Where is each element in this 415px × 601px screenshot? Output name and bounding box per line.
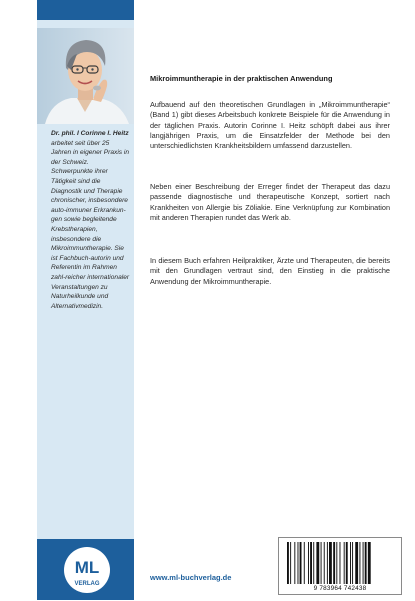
barcode-bar — [304, 542, 305, 584]
barcode-bar — [350, 542, 351, 584]
barcode-bar — [321, 542, 322, 584]
barcode-bar — [355, 542, 358, 584]
top-color-band — [37, 0, 134, 20]
description-paragraph-2: Neben einer Beschreibung der Erreger findet der Therapeut das dazu passende diagnostische und therapeutische Konzept, sortiert nach Krankheiten von Allergie bis Zöliakie. Eine Verknüpfung zur Kombination mit anderen Therapien rundet das Werk ab. — [150, 182, 390, 222]
barcode-bar — [359, 542, 360, 584]
barcode-bar — [300, 542, 302, 584]
barcode-bar — [327, 542, 328, 584]
barcode-bar — [316, 542, 319, 584]
barcode-bar — [352, 542, 353, 584]
author-bio-text: arbeitet seit über 25 Jahren in eigener Praxis in der Schweiz. Schwerpunkte ihrer Tätigkeit sind die Diagnostik und Therapie chronischer, insbesondere auto-immuner Erkrankun-gen sowie begleitende Krebstherapien, insbesondere die Mikroimmuntherapie. Sie ist Fachbuch-autorin und Referentin im Rahmen zahl-reicher internationaler Veranstaltungen zu Naturheilkunde und Alternativmedizin. — [51, 139, 130, 310]
barcode-bar — [287, 542, 289, 584]
barcode-bar — [313, 542, 314, 584]
author-photo — [37, 28, 134, 124]
barcode-bar — [308, 542, 309, 584]
barcode-bar — [363, 542, 364, 584]
description-paragraph-3: In diesem Buch erfahren Heilpraktiker, Ärzte und Therapeuten, die bereits mit den Grundlagen vertraut sind, den Einstieg in die praktische Anwendung der Mikroimmuntherapie. — [150, 256, 390, 286]
barcode-bar — [329, 542, 332, 584]
publisher-website: www.ml-buchverlag.de — [150, 573, 232, 582]
author-bio — [51, 129, 131, 311]
barcode-bar — [324, 542, 325, 584]
barcode-bar — [294, 542, 295, 584]
description-paragraph-1: Aufbauend auf den theoretischen Grundlagen in „Mikroimmuntherapie“ (Band 1) gibt dieses Arbeitsbuch konkrete Beispiele für die Anwendung in der täglichen Praxis. Autorin Corinne I. Heitz schöpft dabei aus ihrer langjährigen Praxis, um die Einsatzfelder der Methode bei den unterschiedlichsten Krankheitsbildern umfassend darzustellen. — [150, 100, 390, 151]
barcode-bar — [340, 542, 341, 584]
author-name: Dr. phil. I Corinne I. Heitz — [51, 130, 129, 137]
barcode-bar — [365, 542, 367, 584]
barcode-bar — [310, 542, 312, 584]
barcode-bar — [344, 542, 345, 584]
publisher-logo — [62, 545, 112, 595]
barcode-bar — [336, 542, 337, 584]
logo-letters: ML — [74, 558, 100, 577]
barcode-bar — [333, 542, 335, 584]
isbn-number: 9 783964 742438 — [313, 585, 367, 592]
barcode-bar — [298, 542, 299, 584]
barcode-bar — [368, 542, 371, 584]
barcode-bar — [290, 542, 291, 584]
book-title: Mikroimmuntherapie in der praktischen Anwendung — [150, 74, 333, 83]
logo-word: VERLAG — [74, 581, 100, 587]
barcode-bar — [346, 542, 348, 584]
